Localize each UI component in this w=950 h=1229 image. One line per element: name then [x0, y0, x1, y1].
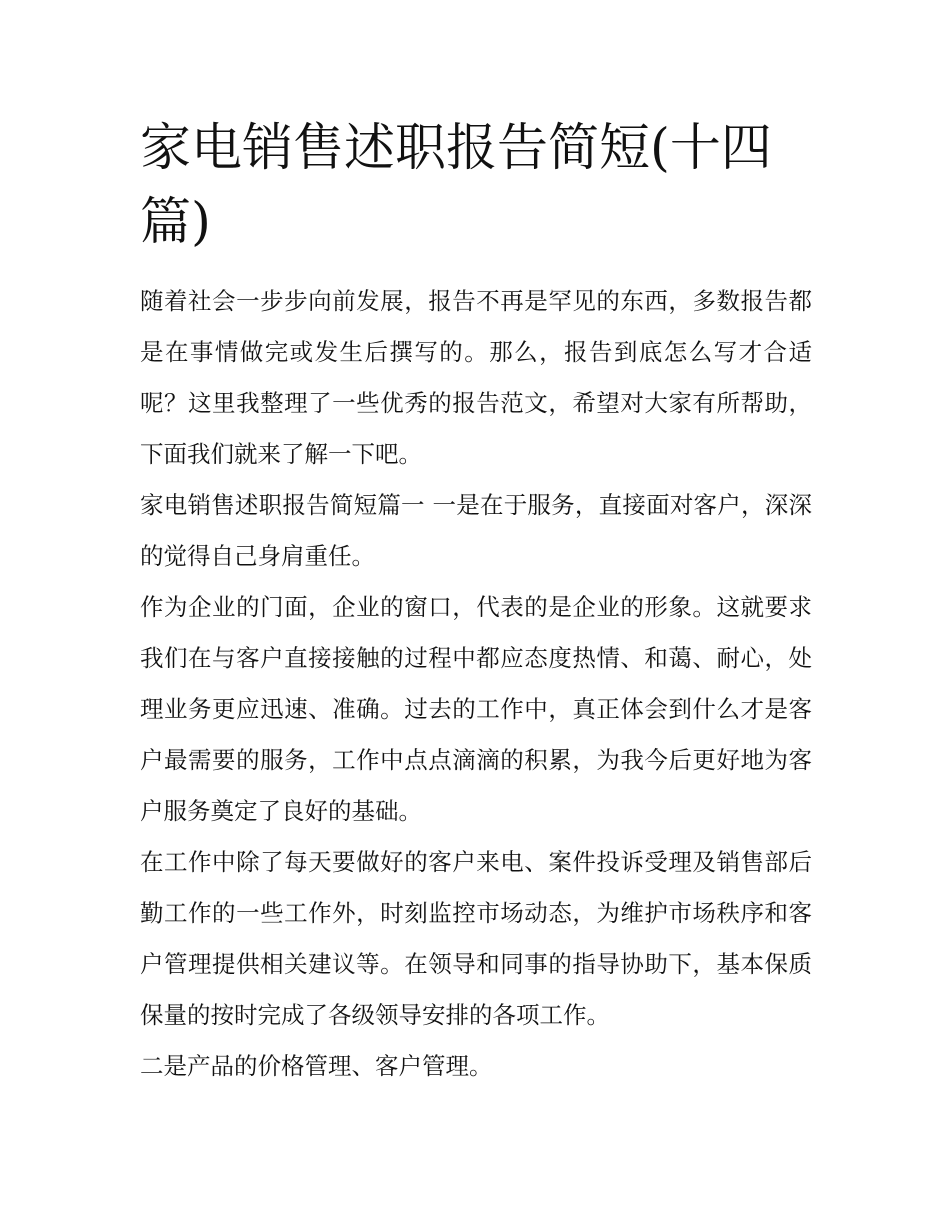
intro-paragraph: 随着社会一步步向前发展，报告不再是罕见的东西，多数报告都是在事情做完或发生后撰写的。那么，报告到底怎么写才合适呢？这里我整理了一些优秀的报告范文，希望对大家有所帮助，下面我们就来了解一下吧。: [140, 287, 812, 468]
document-title: 家电销售述职报告简短(十四篇): [140, 119, 772, 252]
service-paragraph: 作为企业的门面，企业的窗口，代表的是企业的形象。这就要求我们在与客户直接接触的过程中都应态度热情、和蔼、耐心，处理业务更应迅速、准确。过去的工作中，真正体会到什么才是客户最需要的服务，工作中点点滴滴的积累，为我今后更好地为客户服务奠定了良好的基础。: [140, 593, 812, 825]
price-management-paragraph: 二是产品的价格管理、客户管理。: [140, 1052, 493, 1080]
document-body: [140, 112, 812, 1092]
section-one-paragraph: 家电销售述职报告简短篇一 一是在于服务，直接面对客户，深深的觉得自己身肩重任。: [140, 491, 812, 570]
work-paragraph: 在工作中除了每天要做好的客户来电、案件投诉受理及销售部后勤工作的一些工作外，时刻监控市场动态，为维护市场秩序和客户管理提供相关建议等。在领导和同事的指导协助下，基本保质保量的按时完成了各级领导安排的各项工作。: [140, 848, 812, 1029]
